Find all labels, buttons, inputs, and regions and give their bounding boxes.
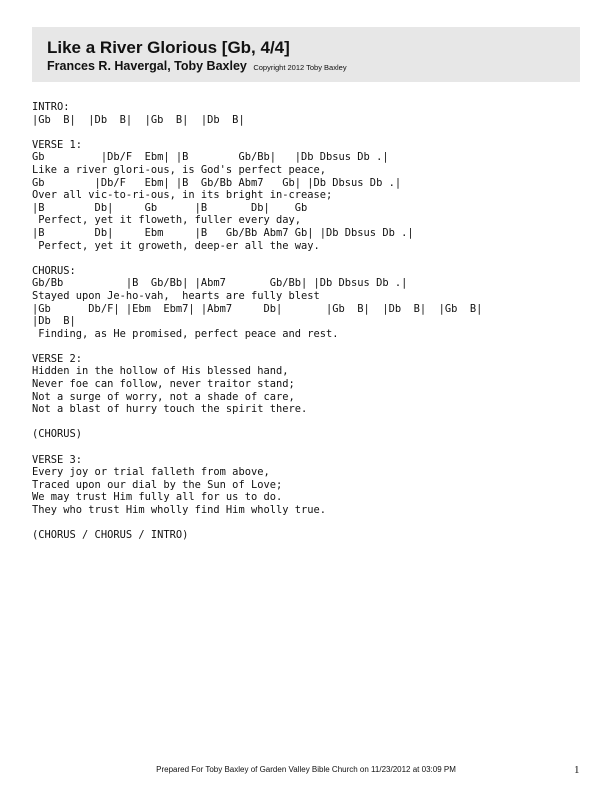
lyric-line: Stayed upon Je-ho-vah, hearts are fully blest: [32, 289, 320, 302]
chord-line: Gb |Db/F Ebm| |B Gb/Bb| |Db Dbsus Db .|: [32, 151, 389, 164]
chord-line: Gb/Bb |B Gb/Bb| |Abm7 Gb/Bb| |Db Dbsus Db .|: [32, 277, 408, 290]
verse-2-section: [32, 353, 592, 416]
chord-line: |Db B|: [32, 315, 76, 328]
copyright-notice: Copyright 2012 Toby Baxley: [253, 63, 347, 72]
lyric-line: Finding, as He promised, perfect peace and rest.: [32, 327, 339, 340]
lyric-line: Hidden in the hollow of His blessed hand,: [32, 365, 289, 378]
section-label-verse-3: VERSE 3:: [32, 453, 83, 466]
song-authors: Frances R. Havergal, Toby Baxley: [47, 59, 247, 73]
lyric-line: Not a blast of hurry touch the spirit there.: [32, 403, 308, 416]
lyric-line: Never foe can follow, never traitor stand;: [32, 378, 295, 391]
section-label-verse-2: VERSE 2:: [32, 352, 83, 365]
chorus-repeat-section: [32, 428, 592, 441]
authors-line: [47, 58, 580, 75]
section-label-intro: INTRO:: [32, 101, 70, 113]
ending-section: [32, 529, 592, 542]
lyric-line: We may trust Him fully all for us to do.: [32, 491, 283, 504]
lyric-line: Every joy or trial falleth from above,: [32, 466, 270, 479]
lyric-line: Traced upon our dial by the Sun of Love;: [32, 478, 283, 491]
lyric-line: Over all vic-to-ri-ous, in its bright in-crease;: [32, 189, 333, 202]
intro-chords: |Gb B| |Db B| |Gb B| |Db B|: [32, 113, 245, 126]
section-label-verse-1: VERSE 1:: [32, 138, 83, 151]
chord-line: |B Db| Gb |B Db| Gb: [32, 201, 308, 214]
song-title: Like a River Glorious [Gb, 4/4]: [47, 38, 290, 57]
song-header: [32, 27, 580, 82]
verse-1-section: [32, 139, 592, 252]
lyric-line: Perfect, yet it groweth, deep-er all the way.: [32, 239, 320, 252]
section-label-chorus: CHORUS:: [32, 264, 76, 277]
lyric-line: Perfect, yet it floweth, fuller every day,: [32, 214, 301, 227]
chord-line: |B Db| Ebm |B Gb/Bb Abm7 Gb| |Db Dbsus Db .|: [32, 226, 414, 239]
footer-prepared-for: Prepared For Toby Baxley of Garden Valley Bible Church on 11/23/2012 at 03:09 PM: [156, 765, 456, 774]
page-number: 1: [574, 764, 580, 776]
chorus-repeat-note: (CHORUS): [32, 428, 83, 441]
chord-sheet: [32, 101, 592, 554]
verse-3-section: [32, 454, 592, 517]
intro-section: [32, 101, 592, 126]
chorus-section: [32, 265, 592, 341]
lyric-line: Not a surge of worry, not a shade of care,: [32, 390, 295, 403]
lyric-line: Like a river glori-ous, is God's perfect peace,: [32, 163, 327, 176]
ending-note: (CHORUS / CHORUS / INTRO): [32, 529, 189, 542]
chord-line: |Gb Db/F| |Ebm Ebm7| |Abm7 Db| |Gb B| |Db B| |Gb B|: [32, 302, 483, 315]
lyric-line: They who trust Him wholly find Him wholly true.: [32, 504, 327, 516]
chord-line: Gb |Db/F Ebm| |B Gb/Bb Abm7 Gb| |Db Dbsus Db .|: [32, 176, 402, 189]
